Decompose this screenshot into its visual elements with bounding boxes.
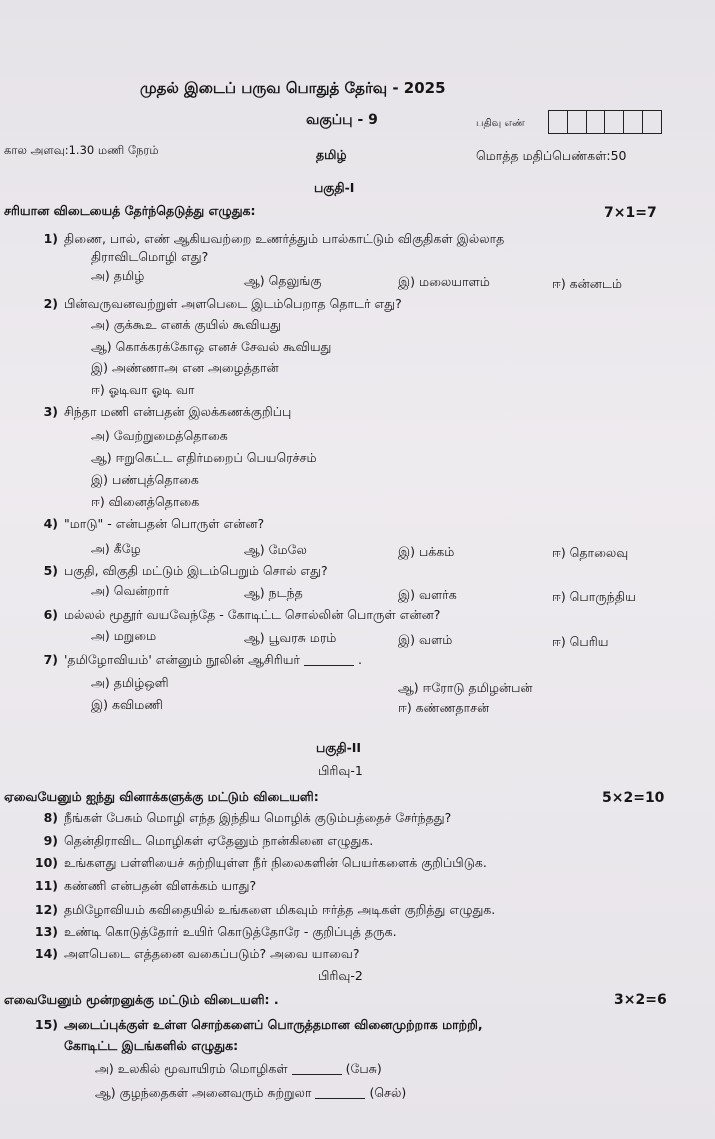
question-number: 5) <box>43 563 58 578</box>
answer-blank <box>292 1074 342 1075</box>
time-allowed: கால அளவு:1.30 மணி நேரம் <box>4 143 159 157</box>
question-text: 'தமிழோவியம்' என்னும் நூலின் ஆசிரியர் <box>64 652 300 667</box>
option: அ) வென்றார் <box>91 583 170 598</box>
option: ஆ) ஈரோடு தமிழன்பன் <box>398 680 533 695</box>
question-number: 15) <box>34 1017 58 1032</box>
fill-item-text: அ) உலகில் மூவாயிரம் மொழிகள் <box>95 1061 288 1076</box>
question-text: மல்லல் மூதூர் வயவேந்தே - கோடிட்ட சொல்லின் பொருள் என்ன? <box>64 607 441 622</box>
option: இ) மலையாளம் <box>398 274 490 289</box>
question-number: 4) <box>43 516 58 531</box>
question-14 <box>34 946 359 962</box>
question-text: சிந்தா மணி என்பதன் இலக்கணக்குறிப்பு <box>64 404 292 419</box>
question-number: 11) <box>34 878 58 893</box>
subject: தமிழ் <box>316 147 347 162</box>
option: ஈ) வினைத்தொகை <box>91 494 200 509</box>
option: ஆ) கொக்கரக்கோஒ எனச் சேவல் கூவியது <box>91 339 332 354</box>
part1-heading: பகுதி-I <box>314 180 355 195</box>
question-9 <box>34 833 373 849</box>
total-marks: மொத்த மதிப்பெண்கள்:50 <box>476 148 627 163</box>
question-10 <box>34 855 487 871</box>
answer-blank <box>304 665 354 666</box>
question-number: 10) <box>34 855 58 870</box>
question-number: 1) <box>43 231 58 246</box>
part2-heading: பகுதி-II <box>316 740 362 755</box>
class-label: வகுப்பு - 9 <box>306 112 378 128</box>
option: அ) தமிழ் <box>91 268 145 283</box>
option: ஈ) தொலைவு <box>552 545 629 560</box>
reg-box <box>605 111 624 133</box>
option: ஆ) நடந்த <box>244 585 303 600</box>
fill-item-b <box>95 1085 406 1101</box>
question-text-cont: திராவிடமொழி எது? <box>91 249 209 264</box>
option: ஆ) பூவரசு மரம் <box>244 630 337 645</box>
question-text: உண்டி கொடுத்தோர் உயிர் கொடுத்தோரே - குறிப்புத் தருக. <box>64 924 397 939</box>
question-text: நீங்கள் பேசும் மொழி எந்த இந்திய மொழிக் குடும்பத்தைச் சேர்ந்தது? <box>64 810 452 825</box>
question-text: அளபெடை எத்தனை வகைப்படும்? அவை யாவை? <box>64 946 360 961</box>
option: ஈ) கண்ணதாசன் <box>398 700 490 715</box>
question-text: தென்திராவிட மொழிகள் ஏதேனும் நான்கினை எழுதுக. <box>64 833 374 848</box>
question-text: திணை, பால், எண் ஆகியவற்றை உணர்த்தும் பால்காட்டும் விகுதிகள் இல்லாத <box>64 231 505 246</box>
option: அ) வேற்றுமைத்தொகை <box>91 428 228 443</box>
question-number: 14) <box>34 946 58 961</box>
option: இ) பக்கம் <box>398 544 455 559</box>
question-text: பகுதி, விகுதி மட்டும் இடம்பெறும் சொல் எது? <box>64 563 328 578</box>
question-number: 3) <box>43 404 58 419</box>
reg-box <box>549 111 568 133</box>
question-number: 12) <box>34 902 58 917</box>
option: ஆ) தெலுங்கு <box>244 273 322 288</box>
question-number: 9) <box>43 833 58 848</box>
option: அ) குக்கூஉ எனக் குயில் கூவியது <box>91 317 281 332</box>
part1-score: 7×1=7 <box>604 205 657 221</box>
question-2 <box>34 296 402 312</box>
part2-score-2: 3×2=6 <box>614 992 667 1008</box>
question-12 <box>34 902 495 918</box>
answer-blank <box>315 1098 365 1099</box>
option: இ) அண்ணாஅ என அழைத்தான் <box>91 360 279 375</box>
option: ஈ) கன்னடம் <box>552 276 622 291</box>
question-13 <box>34 924 397 940</box>
reg-box <box>587 111 606 133</box>
fill-item-text: ஆ) குழந்தைகள் அனைவரும் சுற்றுலா <box>95 1085 312 1100</box>
question-5 <box>34 563 328 579</box>
part2-instruction-2: எவையேனும் மூன்றனுக்கு மட்டும் விடையளி: . <box>4 992 279 1007</box>
question-text: கண்ணி என்பதன் விளக்கம் யாது? <box>64 878 257 893</box>
question-8 <box>34 810 451 826</box>
question-1 <box>34 231 504 247</box>
option: ஈ) பொருந்திய <box>552 589 636 604</box>
option: அ) மறுமை <box>91 628 157 643</box>
question-15 <box>34 1017 483 1033</box>
option: அ) தமிழ்ஒளி <box>91 675 169 690</box>
question-number: 8) <box>43 810 58 825</box>
question-text: உங்களது பள்ளியைச் சுற்றியுள்ள நீர் நிலைகளின் பெயர்களைக் குறிப்பிடுக. <box>64 855 487 870</box>
root-word: (பேசு) <box>345 1061 382 1076</box>
option: அ) கீழே <box>91 541 141 556</box>
option: ஈ) பெரிய <box>552 634 609 649</box>
reg-box <box>624 111 643 133</box>
question-4 <box>34 516 264 532</box>
option: இ) வளர்க <box>398 587 457 602</box>
question-text: தமிழோவியம் கவிதையில் உங்களை மிகவும் ஈர்த்த அடிகள் குறித்து எழுதுக. <box>64 902 496 917</box>
section1-heading: பிரிவு-1 <box>318 763 363 778</box>
option: ஆ) மேலே <box>244 542 307 557</box>
question-number: 7) <box>43 652 58 667</box>
part1-instruction: சரியான விடையைத் தேர்ந்தெடுத்து எழுதுக: <box>4 203 256 218</box>
part2-score-1: 5×2=10 <box>602 790 665 806</box>
option: இ) கவிமணி <box>91 697 163 712</box>
section2-heading: பிரிவு-2 <box>318 968 363 983</box>
question-number: 6) <box>43 607 58 622</box>
question-text: பின்வருவனவற்றுள் அளபெடை இடம்பெறாத தொடர் எது? <box>64 296 402 311</box>
question-11 <box>34 878 256 894</box>
question-number: 2) <box>43 296 58 311</box>
question-number: 13) <box>34 924 58 939</box>
question-7: 7) 'தமிழோவியம்' என்னும் நூலின் ஆசிரியர் . <box>34 652 362 668</box>
option: ஈ) ஓடிவா ஓடி வா <box>91 382 195 397</box>
root-word: (செல்) <box>369 1085 407 1100</box>
option: இ) பண்புத்தொகை <box>91 472 199 487</box>
question-text: "மாடு" - என்பதன் பொருள் என்ன? <box>64 516 265 531</box>
part2-instruction-1: ஏவையேனும் ஐந்து வினாக்களுக்கு மட்டும் விடையளி: <box>4 789 319 804</box>
question-text: அடைப்புக்குள் உள்ள சொற்களைப் பொருத்தமான வினைமுற்றாக மாற்றி, <box>64 1017 483 1032</box>
reg-label: பதிவு எண் <box>476 118 525 129</box>
fill-item-a <box>95 1061 382 1077</box>
question-15-cont: கோடிட்ட இடங்களில் எழுதுக: <box>64 1038 239 1053</box>
question-3 <box>34 404 291 420</box>
option: ஆ) ஈறுகெட்ட எதிர்மறைப் பெயரெச்சம் <box>91 450 317 465</box>
option: இ) வளம் <box>398 632 453 647</box>
question-6 <box>34 607 440 623</box>
reg-box <box>643 111 661 133</box>
reg-box <box>568 111 587 133</box>
exam-title: முதல் இடைப் பருவ பொதுத் தேர்வு - 2025 <box>140 79 446 97</box>
reg-number-boxes <box>548 110 662 134</box>
